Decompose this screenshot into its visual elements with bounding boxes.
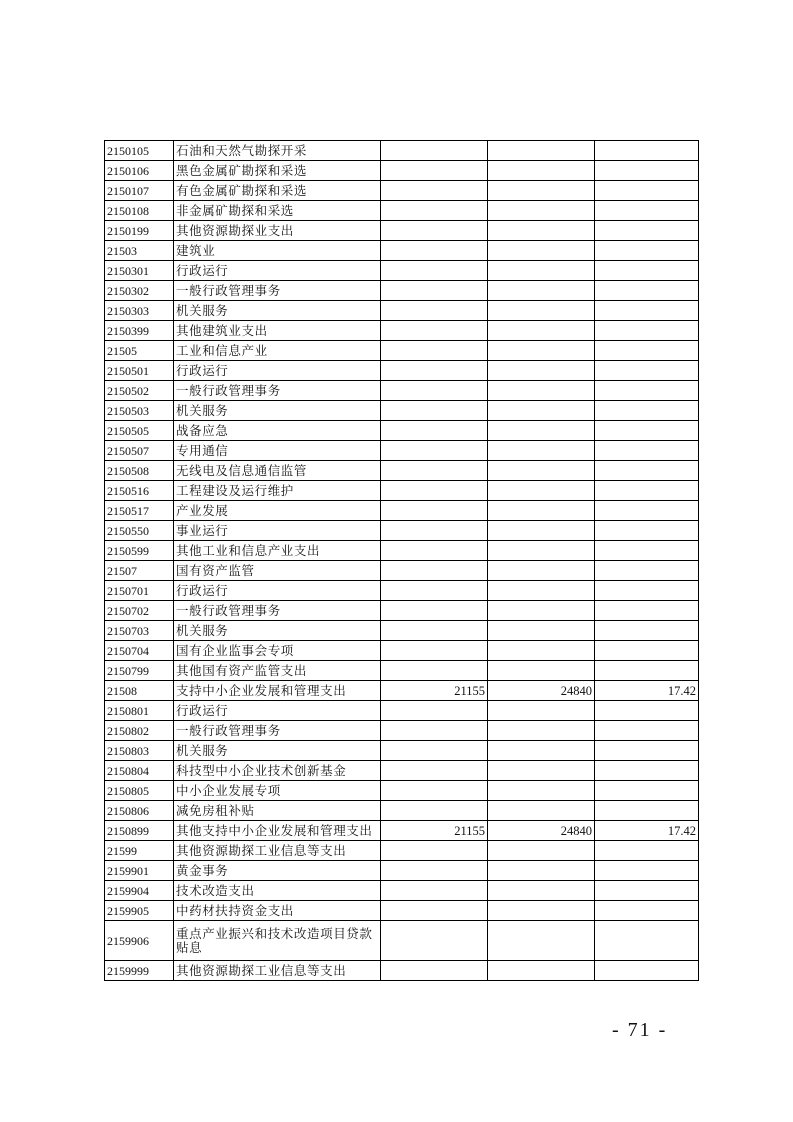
value-2-cell xyxy=(488,761,595,781)
account-code-cell: 2150701 xyxy=(105,581,174,601)
value-1-cell xyxy=(381,501,488,521)
value-3-cell xyxy=(595,161,699,181)
value-3-cell xyxy=(595,261,699,281)
item-name-cell: 无线电及信息通信监管 xyxy=(174,461,381,481)
value-1-cell xyxy=(381,301,488,321)
value-1-cell xyxy=(381,881,488,901)
item-name-cell: 有色金属矿勘探和采选 xyxy=(174,181,381,201)
value-3-cell xyxy=(595,281,699,301)
value-3-cell xyxy=(595,741,699,761)
account-code-cell: 2150899 xyxy=(105,821,174,841)
item-name-cell: 其他建筑业支出 xyxy=(174,321,381,341)
table-row xyxy=(105,281,699,301)
item-name-cell: 工程建设及运行维护 xyxy=(174,481,381,501)
account-code-cell: 21508 xyxy=(105,681,174,701)
value-1-cell xyxy=(381,221,488,241)
table-row xyxy=(105,801,699,821)
value-2-cell xyxy=(488,241,595,261)
table-row xyxy=(105,261,699,281)
table-row xyxy=(105,581,699,601)
table-row xyxy=(105,481,699,501)
item-name-cell: 国有企业监事会专项 xyxy=(174,641,381,661)
value-3-cell xyxy=(595,321,699,341)
value-3-cell xyxy=(595,201,699,221)
account-code-cell: 2159904 xyxy=(105,881,174,901)
account-code-cell: 21599 xyxy=(105,841,174,861)
table-row xyxy=(105,961,699,981)
item-name-cell: 建筑业 xyxy=(174,241,381,261)
value-1-cell xyxy=(381,541,488,561)
item-name-cell: 产业发展 xyxy=(174,501,381,521)
value-2-cell xyxy=(488,861,595,881)
value-3-cell xyxy=(595,341,699,361)
item-name-cell: 中药材扶持资金支出 xyxy=(174,901,381,921)
account-code-cell: 2150505 xyxy=(105,421,174,441)
account-code-cell: 2150805 xyxy=(105,781,174,801)
value-3-cell xyxy=(595,561,699,581)
value-3-cell xyxy=(595,581,699,601)
value-2-cell xyxy=(488,361,595,381)
value-1-cell: 21155 xyxy=(381,821,488,841)
account-code-cell: 2150704 xyxy=(105,641,174,661)
table-row xyxy=(105,321,699,341)
item-name-cell: 行政运行 xyxy=(174,581,381,601)
value-1-cell xyxy=(381,141,488,161)
item-name-cell: 机关服务 xyxy=(174,301,381,321)
item-name-cell: 黄金事务 xyxy=(174,861,381,881)
item-name-cell: 行政运行 xyxy=(174,361,381,381)
value-1-cell xyxy=(381,201,488,221)
table-row xyxy=(105,241,699,261)
value-1-cell xyxy=(381,521,488,541)
table-row xyxy=(105,521,699,541)
table-row xyxy=(105,161,699,181)
value-3-cell xyxy=(595,601,699,621)
value-3-cell xyxy=(595,421,699,441)
value-1-cell xyxy=(381,441,488,461)
table-row xyxy=(105,341,699,361)
account-code-cell: 2150199 xyxy=(105,221,174,241)
value-1-cell xyxy=(381,481,488,501)
value-2-cell xyxy=(488,301,595,321)
value-1-cell xyxy=(381,661,488,681)
value-3-cell xyxy=(595,641,699,661)
item-name-cell: 行政运行 xyxy=(174,701,381,721)
account-code-cell: 2150801 xyxy=(105,701,174,721)
value-1-cell xyxy=(381,621,488,641)
account-code-cell: 2150806 xyxy=(105,801,174,821)
item-name-cell: 黑色金属矿勘探和采选 xyxy=(174,161,381,181)
page-number: - 71 - xyxy=(612,1019,668,1041)
account-code-cell: 2150799 xyxy=(105,661,174,681)
table-row xyxy=(105,541,699,561)
value-3-cell xyxy=(595,541,699,561)
value-2-cell xyxy=(488,661,595,681)
value-1-cell xyxy=(381,841,488,861)
account-code-cell: 21507 xyxy=(105,561,174,581)
value-1-cell xyxy=(381,601,488,621)
table-row xyxy=(105,681,699,701)
value-1-cell xyxy=(381,801,488,821)
value-1-cell: 21155 xyxy=(381,681,488,701)
value-2-cell xyxy=(488,501,595,521)
account-code-cell: 2150502 xyxy=(105,381,174,401)
table-row xyxy=(105,181,699,201)
value-1-cell xyxy=(381,561,488,581)
table-row xyxy=(105,221,699,241)
item-name-cell: 一般行政管理事务 xyxy=(174,281,381,301)
table-row xyxy=(105,601,699,621)
value-1-cell xyxy=(381,721,488,741)
value-2-cell xyxy=(488,461,595,481)
account-code-cell: 2150516 xyxy=(105,481,174,501)
value-3-cell xyxy=(595,461,699,481)
value-2-cell xyxy=(488,201,595,221)
value-2-cell xyxy=(488,961,595,981)
table-row xyxy=(105,761,699,781)
item-name-cell: 工业和信息产业 xyxy=(174,341,381,361)
account-code-cell: 2150599 xyxy=(105,541,174,561)
value-2-cell xyxy=(488,721,595,741)
value-1-cell xyxy=(381,461,488,481)
item-name-cell: 石油和天然气勘探开采 xyxy=(174,141,381,161)
account-code-cell: 2150802 xyxy=(105,721,174,741)
value-3-cell xyxy=(595,781,699,801)
item-name-cell: 机关服务 xyxy=(174,401,381,421)
item-name-cell: 重点产业振兴和技术改造项目贷款贴息 xyxy=(174,921,381,961)
table-row xyxy=(105,421,699,441)
value-3-cell xyxy=(595,701,699,721)
value-1-cell xyxy=(381,381,488,401)
item-name-cell: 中小企业发展专项 xyxy=(174,781,381,801)
budget-table-container xyxy=(104,140,699,981)
value-3-cell xyxy=(595,661,699,681)
value-1-cell xyxy=(381,401,488,421)
value-1-cell xyxy=(381,701,488,721)
account-code-cell: 2159999 xyxy=(105,961,174,981)
value-3-cell xyxy=(595,141,699,161)
value-3-cell xyxy=(595,721,699,741)
table-row xyxy=(105,401,699,421)
value-3-cell xyxy=(595,901,699,921)
table-row xyxy=(105,901,699,921)
value-3-cell xyxy=(595,801,699,821)
value-3-cell xyxy=(595,841,699,861)
value-2-cell xyxy=(488,441,595,461)
value-2-cell xyxy=(488,581,595,601)
account-code-cell: 2150703 xyxy=(105,621,174,641)
value-2-cell xyxy=(488,381,595,401)
value-3-cell: 17.42 xyxy=(595,681,699,701)
budget-table-body xyxy=(105,141,699,981)
table-row xyxy=(105,381,699,401)
account-code-cell: 2150106 xyxy=(105,161,174,181)
account-code-cell: 2150702 xyxy=(105,601,174,621)
table-row xyxy=(105,141,699,161)
value-1-cell xyxy=(381,741,488,761)
value-1-cell xyxy=(381,261,488,281)
value-1-cell xyxy=(381,181,488,201)
value-3-cell xyxy=(595,301,699,321)
value-2-cell xyxy=(488,321,595,341)
value-3-cell xyxy=(595,361,699,381)
value-2-cell xyxy=(488,401,595,421)
account-code-cell: 2150399 xyxy=(105,321,174,341)
item-name-cell: 其他资源勘探工业信息等支出 xyxy=(174,841,381,861)
account-code-cell: 2150804 xyxy=(105,761,174,781)
item-name-cell: 非金属矿勘探和采选 xyxy=(174,201,381,221)
item-name-cell: 专用通信 xyxy=(174,441,381,461)
value-3-cell: 17.42 xyxy=(595,821,699,841)
table-row xyxy=(105,441,699,461)
account-code-cell: 2150302 xyxy=(105,281,174,301)
table-row xyxy=(105,561,699,581)
account-code-cell: 2150508 xyxy=(105,461,174,481)
value-3-cell xyxy=(595,481,699,501)
value-1-cell xyxy=(381,341,488,361)
value-1-cell xyxy=(381,241,488,261)
account-code-cell: 2159906 xyxy=(105,921,174,961)
value-2-cell xyxy=(488,881,595,901)
account-code-cell: 2150301 xyxy=(105,261,174,281)
value-1-cell xyxy=(381,761,488,781)
value-3-cell xyxy=(595,501,699,521)
value-2-cell xyxy=(488,901,595,921)
value-2-cell xyxy=(488,781,595,801)
value-3-cell xyxy=(595,441,699,461)
value-2-cell xyxy=(488,561,595,581)
table-row xyxy=(105,201,699,221)
item-name-cell: 机关服务 xyxy=(174,621,381,641)
item-name-cell: 其他工业和信息产业支出 xyxy=(174,541,381,561)
value-1-cell xyxy=(381,421,488,441)
table-row xyxy=(105,781,699,801)
value-3-cell xyxy=(595,381,699,401)
account-code-cell: 2150107 xyxy=(105,181,174,201)
value-2-cell xyxy=(488,921,595,961)
item-name-cell: 科技型中小企业技术创新基金 xyxy=(174,761,381,781)
value-1-cell xyxy=(381,321,488,341)
table-row xyxy=(105,361,699,381)
item-name-cell: 其他资源勘探业支出 xyxy=(174,221,381,241)
value-1-cell xyxy=(381,281,488,301)
value-2-cell xyxy=(488,221,595,241)
value-1-cell xyxy=(381,901,488,921)
account-code-cell: 21505 xyxy=(105,341,174,361)
table-row xyxy=(105,841,699,861)
table-row xyxy=(105,741,699,761)
item-name-cell: 一般行政管理事务 xyxy=(174,381,381,401)
account-code-cell: 2150803 xyxy=(105,741,174,761)
account-code-cell: 2150105 xyxy=(105,141,174,161)
value-1-cell xyxy=(381,781,488,801)
value-2-cell xyxy=(488,641,595,661)
table-row xyxy=(105,461,699,481)
value-3-cell xyxy=(595,221,699,241)
account-code-cell: 2150501 xyxy=(105,361,174,381)
account-code-cell: 2159905 xyxy=(105,901,174,921)
account-code-cell: 2150503 xyxy=(105,401,174,421)
item-name-cell: 一般行政管理事务 xyxy=(174,601,381,621)
value-2-cell: 24840 xyxy=(488,821,595,841)
value-2-cell xyxy=(488,541,595,561)
value-2-cell xyxy=(488,261,595,281)
value-3-cell xyxy=(595,181,699,201)
value-2-cell xyxy=(488,741,595,761)
item-name-cell: 支持中小企业发展和管理支出 xyxy=(174,681,381,701)
table-row xyxy=(105,881,699,901)
account-code-cell: 2150303 xyxy=(105,301,174,321)
value-1-cell xyxy=(381,581,488,601)
value-2-cell xyxy=(488,161,595,181)
value-2-cell xyxy=(488,801,595,821)
value-2-cell xyxy=(488,181,595,201)
table-row xyxy=(105,621,699,641)
account-code-cell: 2150507 xyxy=(105,441,174,461)
account-code-cell: 2150517 xyxy=(105,501,174,521)
account-code-cell: 2159901 xyxy=(105,861,174,881)
value-2-cell xyxy=(488,841,595,861)
item-name-cell: 国有资产监管 xyxy=(174,561,381,581)
value-3-cell xyxy=(595,621,699,641)
value-3-cell xyxy=(595,521,699,541)
value-2-cell xyxy=(488,521,595,541)
account-code-cell: 21503 xyxy=(105,241,174,261)
value-3-cell xyxy=(595,401,699,421)
item-name-cell: 战备应急 xyxy=(174,421,381,441)
value-3-cell xyxy=(595,921,699,961)
account-code-cell: 2150550 xyxy=(105,521,174,541)
item-name-cell: 行政运行 xyxy=(174,261,381,281)
item-name-cell: 其他资源勘探工业信息等支出 xyxy=(174,961,381,981)
value-2-cell: 24840 xyxy=(488,681,595,701)
budget-table xyxy=(104,140,699,981)
value-2-cell xyxy=(488,621,595,641)
account-code-cell: 2150108 xyxy=(105,201,174,221)
value-2-cell xyxy=(488,141,595,161)
value-1-cell xyxy=(381,961,488,981)
table-row xyxy=(105,301,699,321)
value-2-cell xyxy=(488,601,595,621)
value-1-cell xyxy=(381,161,488,181)
value-2-cell xyxy=(488,281,595,301)
value-3-cell xyxy=(595,861,699,881)
item-name-cell: 其他国有资产监管支出 xyxy=(174,661,381,681)
value-3-cell xyxy=(595,961,699,981)
table-row xyxy=(105,721,699,741)
value-1-cell xyxy=(381,361,488,381)
value-3-cell xyxy=(595,761,699,781)
item-name-cell: 一般行政管理事务 xyxy=(174,721,381,741)
value-1-cell xyxy=(381,641,488,661)
value-2-cell xyxy=(488,341,595,361)
value-1-cell xyxy=(381,921,488,961)
item-name-cell: 技术改造支出 xyxy=(174,881,381,901)
value-3-cell xyxy=(595,881,699,901)
table-row xyxy=(105,861,699,881)
item-name-cell: 其他支持中小企业发展和管理支出 xyxy=(174,821,381,841)
value-3-cell xyxy=(595,241,699,261)
table-row xyxy=(105,821,699,841)
item-name-cell: 事业运行 xyxy=(174,521,381,541)
value-2-cell xyxy=(488,701,595,721)
table-row xyxy=(105,921,699,961)
table-row xyxy=(105,501,699,521)
table-row xyxy=(105,641,699,661)
item-name-cell: 减免房租补贴 xyxy=(174,801,381,821)
table-row xyxy=(105,661,699,681)
item-name-cell: 机关服务 xyxy=(174,741,381,761)
value-2-cell xyxy=(488,421,595,441)
value-2-cell xyxy=(488,481,595,501)
table-row xyxy=(105,701,699,721)
value-1-cell xyxy=(381,861,488,881)
